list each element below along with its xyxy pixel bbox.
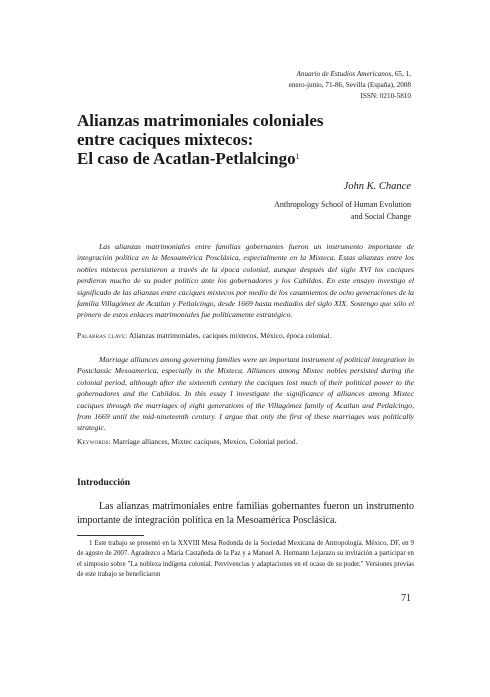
footnote-divider bbox=[77, 535, 144, 536]
affiliation-line2: and Social Change bbox=[351, 211, 411, 221]
affiliation-line1: Anthropology School of Human Evolution bbox=[274, 200, 411, 209]
article-title-line3: El caso de Acatlan-Petlalcingo bbox=[77, 149, 296, 168]
journal-issue-pages: enero-junio, 71-86, Sevilla (España), 2008 bbox=[288, 81, 411, 89]
abstract-english: Marriage alliances among governing families were an important instrument of political integration in Postclassic Mesoamerica, especially in the Mixteca. Alliances among Mixtec nobles persisted during the colonial period, although after the sixteenth century the caciques lost much of their political power to the gobernadores and the Cabildos. In this essay I investigate the significance of alliances among Mixtec caciques through the marriages of eight generations of the Villagómez family of Acatlan and Petlalcingo, from 1669 until the mid-nineteenth century. I argue that only the first of these marriages was politically strategic. bbox=[77, 355, 414, 433]
body-paragraph: Las alianzas matrimoniales entre familias gobernantes fueron un instrumento importante de integración política en la Mesoamérica Posclásica. bbox=[77, 501, 414, 526]
author-name: John K. Chance bbox=[343, 181, 411, 192]
keywords-english-text: Marriage alliances, Mixtec caciques, Mexico, Colonial period. bbox=[110, 437, 298, 446]
keywords-spanish bbox=[77, 330, 414, 341]
author-affiliation bbox=[171, 199, 411, 222]
journal-citation-block bbox=[191, 69, 411, 102]
title-footnote-marker: 1 bbox=[295, 152, 300, 161]
article-title-line2: entre caciques mixtecos: bbox=[77, 130, 254, 149]
keywords-english bbox=[77, 436, 414, 447]
article-title-line1: Alianzas matrimoniales coloniales bbox=[77, 111, 324, 130]
journal-name: Anuario de Estudios Americanos bbox=[296, 70, 392, 78]
keywords-spanish-text: Alianzas matrimoniales, caciques mixtecos, México, época colonial. bbox=[127, 331, 332, 340]
section-heading: Introducción bbox=[77, 477, 131, 488]
page-number: 71 bbox=[401, 593, 411, 604]
article-title bbox=[77, 111, 417, 168]
abstract-spanish: Las alianzas matrimoniales entre familias gobernantes fueron un instrumento importante de integración política en la Mesoamérica Posclásica, especialmente en la Mixteca. Estas alianzas entre los nobles mixtecos persistieron a través de la época colonial, aunque después del siglo XVI los caciques perdieron mucho de su poder político ante los gobernadores y los Cabildos. En este ensayo investigo el significado de las alianzas entre caciques mixtecos por medio de los casamientos de ocho generaciones de la familia Villagómez de Acatlan y Petlalcingo, desde 1669 hasta mediados del siglo XIX. Sostengo que sólo el primero de estos enlaces matrimoniales fue políticamente estratégico. bbox=[77, 242, 414, 320]
keywords-spanish-label: Palabras clave: bbox=[77, 331, 128, 340]
journal-issn: ISSN: 0210-5810 bbox=[360, 92, 411, 100]
footnote: 1 Este trabajo se presentó en la XXVIII Mesa Redonda de la Sociedad Mexicana de Antropología. México, DF, en 9 de agosto de 2007. Agradezco a María Castañeda de la Paz y a Manuel A. Hermann Lejarazu su invitación a participar en el simposio sobre "La nobleza indígena colonial. Pervivencias y adaptaciones en el ocaso de su poder." Versiones previas de este trabajo se beneficiaron bbox=[77, 540, 414, 579]
journal-volume: , 65, 1, bbox=[391, 70, 411, 78]
keywords-english-label: Keywords: bbox=[77, 437, 111, 446]
journal-citation-line1 bbox=[191, 69, 411, 80]
